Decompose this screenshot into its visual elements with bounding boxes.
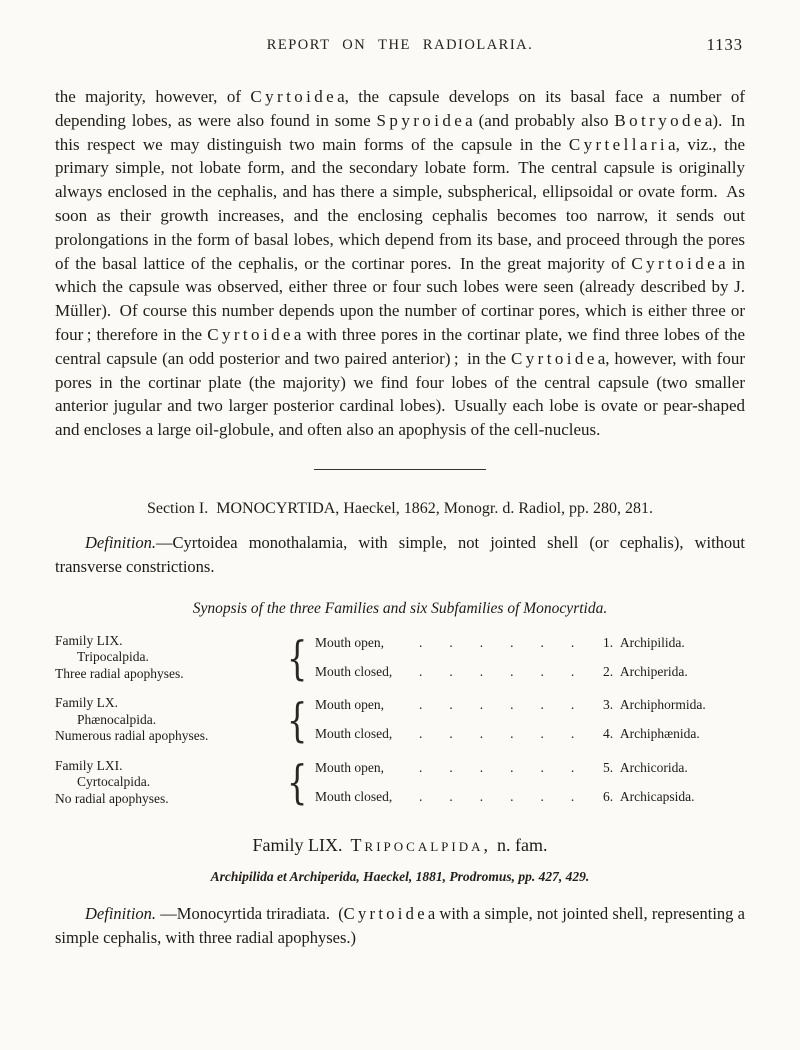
- apophyses-description: No radial apophyses.: [55, 790, 169, 806]
- section-divider: [314, 469, 486, 470]
- family-number: Family LXI.: [55, 757, 123, 773]
- synopsis-row: [315, 789, 745, 805]
- subfamily-result: 6. Archicapsida.: [603, 788, 695, 804]
- synopsis-title: Synopsis of the three Families and six Subfamilies of Monocyrtida.: [192, 599, 608, 617]
- synopsis-table: [55, 630, 745, 810]
- synopsis-row: [315, 760, 745, 776]
- family-description: [55, 758, 283, 807]
- family-number: Family LX.: [55, 695, 118, 711]
- definition-label: Definition.: [85, 904, 157, 924]
- body-paragraph: the majority, however, of C y r t o i d e a, the capsule develops on its basal face a number of depending lobes, as were also found in some S p y r o i d e a (and probably also B o t r y o d e a). In this respect we may distinguish two main forms of the capsule in the C y r t e l l a r i a, viz., the primary simple, not lobate form, and the secondary lobate form. The central capsule is originally always enclosed in the cephalis, and has there a simple, subspherical, ellipsoidal or ovate form. As soon as their growth increases, and the enclosing cephalis becomes too narrow, it sends out prolongations in the form of basal lobes, which depend from its base, and proceed through the pores of the basal lattice of the cephalis, or the cortinar pores. In the great majority of C y r t o i d e a in which the capsule was observed, either three or four such lobes were seen (already described by J. Müller). Of course this number depends upon the number of cortinar pores, which is either three or four ; therefore in the C y r t o i d e a with three pores in the cortinar plate, we find three lobes of the central capsule (an odd posterior and two paired anterior) ; in the C y r t o i d e a, however, with four pores in the cortinar plate (the majority) we find four lobes of the central capsule (two smaller anterior jugular and two larger posterior cardinal lobes). Usually each lobe is ovate or pear-shaped and encloses a large oil-globule, and often also an apophysis of the cell-nucleus.: [55, 87, 745, 440]
- synopsis-row: [315, 664, 745, 680]
- grouping-brace: {: [286, 692, 308, 747]
- subfamily-name: Cyrtocalpida.: [77, 774, 151, 790]
- synopsis-rows: [309, 635, 745, 680]
- mouth-state-label: Mouth closed,: [315, 664, 393, 679]
- section-heading: Section I. MONOCYRTIDA, Haeckel, 1862, Monogr. d. Radiol, pp. 280, 281.: [146, 499, 654, 517]
- family-description: [55, 695, 283, 744]
- subfamily-result: 4. Archiphænida.: [603, 726, 700, 742]
- leader-dots: . . . . . .: [419, 726, 575, 742]
- subfamily-result: 1. Archipilida.: [603, 635, 685, 650]
- apophyses-description: Three radial apophyses.: [55, 665, 184, 681]
- leader-dots: . . . . . .: [419, 697, 575, 713]
- subfamily-name: Phænocalpida.: [77, 711, 157, 727]
- subfamily-result: 3. Archiphormida.: [603, 697, 706, 713]
- grouping-brace: {: [286, 630, 308, 685]
- mouth-state-label: Mouth open,: [315, 759, 384, 775]
- leader-dots: . . . . . .: [419, 664, 575, 679]
- family-heading-suffix: n. fam.: [496, 835, 548, 856]
- synopsis-row: [315, 635, 745, 651]
- running-title: REPORT ON THE RADIOLARIA.: [266, 37, 534, 53]
- family-heading-prefix: Family LIX.: [252, 835, 343, 856]
- family-heading-name: Tripocalpida,: [350, 835, 491, 856]
- mouth-state-label: Mouth open,: [315, 635, 384, 650]
- page-number: 1133: [706, 35, 743, 54]
- mouth-state-label: Mouth open,: [315, 697, 384, 713]
- mouth-state-label: Mouth closed,: [315, 726, 393, 742]
- subfamily-result: 5. Archicorida.: [603, 759, 688, 775]
- subfamily-result: 2. Archiperida.: [603, 664, 688, 679]
- synopsis-row: [315, 726, 745, 742]
- section-definition: [55, 531, 745, 579]
- apophyses-description: Numerous radial apophyses.: [55, 728, 209, 744]
- synopsis-group-1: [55, 630, 745, 685]
- family-definition: [55, 902, 745, 950]
- page-header: [55, 36, 745, 58]
- leader-dots: . . . . . .: [419, 788, 575, 804]
- definition-text: —Monocyrtida triradiata. (C y r t o i d e a with a simple, not jointed shell, representing a simple cephalis, with three radial apophyses.): [55, 904, 745, 947]
- family-description: [55, 633, 283, 682]
- synopsis-row: [315, 697, 745, 713]
- definition-text: —Cyrtoidea monothalamia, with simple, not jointed shell (or cephalis), without transverse constrictions.: [55, 532, 745, 576]
- definition-label: Definition.: [85, 532, 157, 552]
- family-heading: [55, 835, 745, 856]
- synopsis-rows: [309, 697, 745, 742]
- leader-dots: . . . . . .: [419, 635, 575, 650]
- grouping-brace: {: [286, 755, 308, 810]
- mouth-state-label: Mouth closed,: [315, 788, 393, 804]
- subfamily-name: Tripocalpida.: [77, 649, 149, 665]
- synonym-citation: Archipilida et Archiperida, Haeckel, 1881, Prodromus, pp. 427, 429.: [210, 869, 590, 885]
- family-number: Family LIX.: [55, 632, 123, 648]
- synopsis-group-2: [55, 692, 745, 747]
- synopsis-group-3: [55, 755, 745, 810]
- leader-dots: . . . . . .: [419, 759, 575, 775]
- synopsis-rows: [309, 760, 745, 805]
